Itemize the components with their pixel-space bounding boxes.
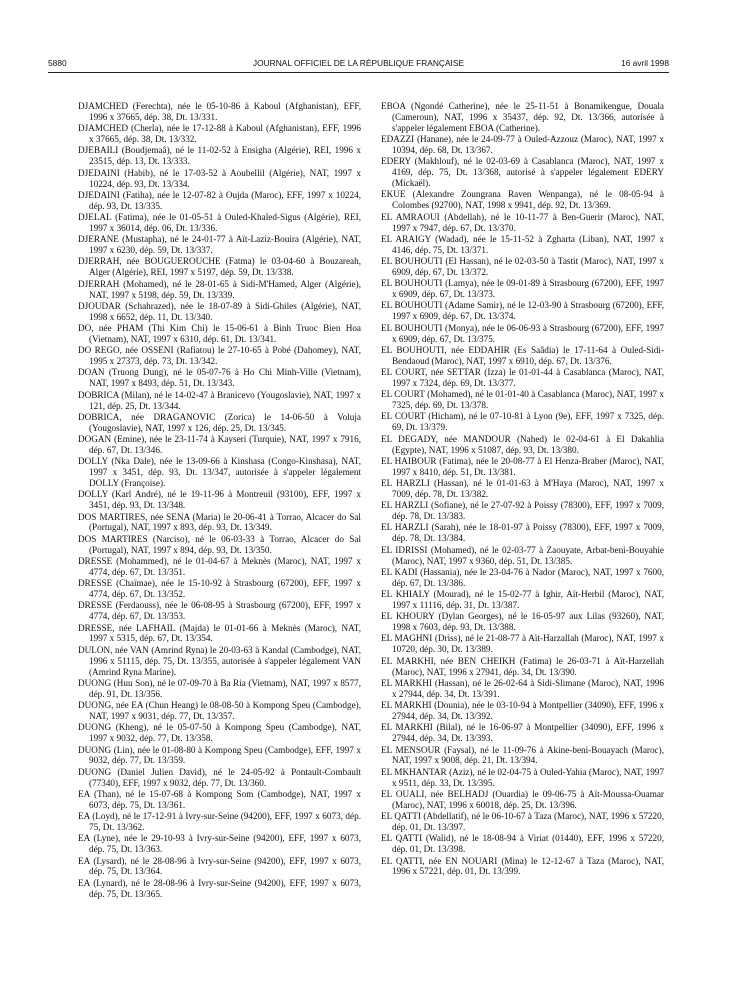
naturalization-entry: EA (Than), né le 15-07-68 à Kompong Som (Cambodge), NAT, 1997 x 6073, dép. 75, Dt. 13/361. <box>78 788 361 810</box>
naturalization-entry: EA (Lyne), née le 29-10-93 à Ivry-sur-Seine (94200), EFF, 1997 x 6073, dép. 75, Dt. 13/363. <box>78 833 361 855</box>
naturalization-entry: DOS MARTIRES (Narciso), né le 06-03-33 à Torrao, Alcacer do Sal (Portugal), NAT, 1997 x 894, dép. 93, Dt. 13/350. <box>78 533 361 555</box>
naturalization-entry: DRESSE (Chaïmae), née le 15-10-92 à Strasbourg (67200), EFF, 1997 x 4774, dép. 67, Dt. 13/352. <box>78 578 361 600</box>
naturalization-entry: DUONG (Huu Son), né le 07-09-70 à Ba Ria (Vietnam), NAT, 1997 x 8577, dép. 91, Dt. 13/356. <box>78 677 361 699</box>
naturalization-entry: EL COURT (Mohamed), né le 01-01-40 à Casablanca (Maroc), NAT, 1997 x 7325, dép. 69, Dt. 13/378. <box>381 389 664 411</box>
naturalization-entry: DJAMCHED (Ferechta), née le 05-10-86 à Kaboul (Afghanistan), EFF, 1996 x 37665, dép. 38, Dt. 13/331. <box>78 101 361 122</box>
naturalization-entry: EL HAIBOUR (Fatima), née le 20-08-77 à El Henza-Braber (Maroc), NAT, 1997 x 8410, dép. 51, Dt. 13/381. <box>381 455 664 477</box>
naturalization-entry: EL QATTI (Abdellatif), né le 06-10-67 à Taza (Maroc), NAT, 1996 x 57220, dép. 01, Dt. 13/397. <box>381 811 664 833</box>
naturalization-entry: DJERRAH (Mohamed), né le 28-01-65 à Sidi-M'Hamed, Alger (Algérie), NAT, 1997 x 5198, dép. 59, Dt. 13/339. <box>78 278 361 300</box>
naturalization-entry: DUONG, née EA (Chun Heang) le 08-08-50 à Kompong Speu (Cambodge), NAT, 1997 x 9031, dép. 77, Dt. 13/357. <box>78 700 361 721</box>
naturalization-entry: EL KADI (Hassania), née le 23-04-76 à Nador (Maroc), NAT, 1997 x 7600, dép. 67, Dt. 13/386. <box>381 566 664 588</box>
journal-title: JOURNAL OFFICIEL DE LA RÉPUBLIQUE FRANÇAISE <box>252 58 465 68</box>
naturalization-entry: EL AMRAOUI (Abdellah), né le 10-11-77 à Ben-Guerir (Maroc), NAT, 1997 x 7947, dép. 67, Dt. 13/370. <box>381 211 664 233</box>
naturalization-entry: DJERANE (Mustapha), né le 24-01-77 à Aït-Laziz-Bouira (Algérie), NAT, 1997 x 6230, dép. 59, Dt. 13/337. <box>78 234 361 256</box>
naturalization-entry: EL DEGADY, née MANDOUR (Nahed) le 02-04-61 à El Dakahlia (Egypte), NAT, 1996 x 51087, dép. 93, Dt. 13/380. <box>381 433 664 455</box>
header-rule <box>48 72 669 73</box>
naturalization-entry: EL MARKHI (Dounia), née le 03-10-94 à Montpellier (34090), EFF, 1996 x 27944, dép. 34, Dt. 13/392. <box>381 700 664 721</box>
page-header <box>48 58 669 70</box>
naturalization-entry: EL BOUHOUTI (El Hassan), né le 02-03-50 à Tastit (Maroc), NAT, 1997 x 6909, dép. 67, Dt. 13/372. <box>381 256 664 277</box>
naturalization-entry: EL MENSOUR (Faysal), né le 11-09-76 à Akine-beni-Bouayach (Maroc), NAT, 1997 x 9008, dép. 21, Dt. 13/394. <box>381 744 664 766</box>
naturalization-entry: EDAZZI (Hanane), née le 24-09-77 à Ouled-Azzouz (Maroc), NAT, 1997 x 10394, dép. 68, Dt. 13/367. <box>381 134 664 156</box>
naturalization-entry: DUONG (Kheng), né le 05-07-50 à Kompong Speu (Cambodge), NAT, 1997 x 9032, dép. 77, Dt. 13/358. <box>78 722 361 744</box>
naturalization-entry: EL MKHANTAR (Aziz), né le 02-04-75 à Ouled-Yahia (Maroc), NAT, 1997 x 9511, dép. 33, Dt. 13/395. <box>381 766 664 788</box>
naturalization-entry: DJAMCHED (Cherla), née le 17-12-88 à Kaboul (Afghanistan), EFF, 1996 x 37665, dép. 38, Dt. 13/332. <box>78 123 361 145</box>
naturalization-entry: EL MARKHI (Hassan), né le 26-02-64 à Sidi-Slimane (Maroc), NAT, 1996 x 27944, dép. 34, Dt. 13/391. <box>381 677 664 699</box>
naturalization-entry: EL MARKHI, née BEN CHEIKH (Fatima) le 26-03-71 à Aït-Harzellah (Maroc), NAT, 1996 x 27941, dép. 34, Dt. 13/390. <box>381 655 664 677</box>
naturalization-entry: EBOA (Ngondé Catherine), née le 25-11-51 à Bonamikengue, Douala (Cameroun), NAT, 1996 x 35437, dép. 92, Dt. 13/366, autorisée à s'appeler légalement EBOA (Catherine). <box>381 101 664 133</box>
naturalization-entry: EL IDRISSI (Mohamed), né le 02-03-77 à Zaouyate, Arbat-beni-Bouyahie (Maroc), NAT, 1997 x 9360, dép. 51, Dt. 13/385. <box>381 544 664 566</box>
naturalization-entry: EL MAGHNI (Driss), né le 21-08-77 à Aït-Harzallah (Maroc), NAT, 1997 x 10720, dép. 30, Dt. 13/389. <box>381 633 664 655</box>
naturalization-entry: DO, née PHAM (Thi Kim Chi) le 15-06-61 à Binh Truoc Bien Hoa (Vietnam), NAT, 1997 x 6310, dép. 61, Dt. 13/341. <box>78 323 361 344</box>
naturalization-entry: EL KHIALY (Mourad), né le 15-02-77 à Ighir, Aït-Herbil (Maroc), NAT, 1997 x 11116, dép. 31, Dt. 13/387. <box>381 589 664 610</box>
naturalization-entry: EL ARAIGY (Wadad), née le 15-11-52 à Zgharta (Liban), NAT, 1997 x 4146, dép. 75, Dt. 13/371. <box>381 233 664 255</box>
naturalization-entry: DOBRICA, née DRAGANOVIC (Zorica) le 14-06-50 à Voluja (Yougoslavie), NAT, 1997 x 126, dép. 25, Dt. 13/345. <box>78 411 361 433</box>
naturalization-entry: EL HARZLI (Sofiane), né le 27-07-92 à Poissy (78300), EFF, 1997 x 7009, dép. 78, Dt. 13/383. <box>381 500 664 522</box>
naturalization-entry: EL QATTI (Walid), né le 18-08-94 à Viriat (01440), EFF, 1996 x 57220, dép. 01, Dt. 13/398. <box>381 833 664 855</box>
naturalization-entry: EA (Lynard), né le 28-08-96 à Ivry-sur-Seine (94200), EFF, 1997 x 6073, dép. 75, Dt. 13/365. <box>78 877 361 899</box>
left-column <box>78 101 361 981</box>
naturalization-entry: DJERRAH, née BOUGUEROUCHE (Fatma) le 03-04-60 à Bouzareah, Alger (Algérie), REI, 1997 x 5197, dép. 59, Dt. 13/338. <box>78 256 361 278</box>
naturalization-entry: EL HARZLI (Hassan), né le 01-01-63 à M'Haya (Maroc), NAT, 1997 x 7009, dép. 78, Dt. 13/382. <box>381 478 664 499</box>
page-number: 5880 <box>48 58 67 68</box>
naturalization-entry: EA (Lysard), né le 28-08-96 à Ivry-sur-Seine (94200), EFF, 1997 x 6073, dép. 75, Dt. 13/364. <box>78 855 361 877</box>
naturalization-entry: EL COURT (Hicham), né le 07-10-81 à Lyon (9e), EFF, 1997 x 7325, dép. 69, Dt. 13/379. <box>381 411 664 433</box>
naturalization-entry: EL BOUHOUTI, née EDDAHIR (Es Saâdia) le 17-11-64 à Ouled-Sidi-Bendaoud (Maroc), NAT, 1997 x 6910, dép. 67, Dt. 13/376. <box>381 344 664 366</box>
naturalization-entry: DOLLY (Karl André), né le 19-11-96 à Montreuil (93100), EFF, 1997 x 3451, dép. 93, Dt. 13/348. <box>78 489 361 511</box>
naturalization-entry: EL OUALI, née BELHADJ (Ouardia) le 09-06-75 à Aït-Moussa-Ouamar (Maroc), NAT, 1996 x 60018, dép. 25, Dt. 13/396. <box>381 788 664 810</box>
naturalization-entry: EDERY (Makhlouf), né le 02-03-69 à Casablanca (Maroc), NAT, 1997 x 4169, dép. 75, Dt. 13/368, autorisé à s'appeler légalement EDERY (Mickaël). <box>381 156 664 189</box>
naturalization-entry: EL BOUHOUTI (Adame Samir), né le 12-03-90 à Strasbourg (67200), EFF, 1997 x 6909, dép. 67, Dt. 13/374. <box>381 300 664 322</box>
naturalization-entry: EL MARKHI (Bilal), né le 16-06-97 à Montpellier (34090), EFF, 1996 x 27944, dép. 34, Dt. 13/393. <box>381 722 664 744</box>
naturalization-entry: EL QATTI, née EN NOUARI (Mina) le 12-12-67 à Taza (Maroc), NAT, 1996 x 57221, dép. 01, Dt. 13/399. <box>381 855 664 877</box>
naturalization-entry: EKUE (Alexandre Zoungrana Raven Wenpanga), né le 08-05-94 à Colombes (92700), NAT, 1998 x 9941, dép. 92, Dt. 13/369. <box>381 189 664 211</box>
naturalization-entry: DRESSE (Ferdaouss), née le 06-08-95 à Strasbourg (67200), EFF, 1997 x 4774, dép. 67, Dt. 13/353. <box>78 600 361 622</box>
naturalization-entry: EL HARZLI (Sarah), née le 18-01-97 à Poissy (78300), EFF, 1997 x 7009, dép. 78, Dt. 13/384. <box>381 522 664 544</box>
naturalization-entry: DJEDAINI (Fatiha), née le 12-07-82 à Oujda (Maroc), EFF, 1997 x 10224, dép. 93, Dt. 13/335. <box>78 189 361 211</box>
naturalization-entry: DOBRICA (Milan), né le 14-02-47 à Branicevo (Yougoslavie), NAT, 1997 x 121, dép. 25, Dt. 13/344. <box>78 389 361 411</box>
naturalization-entry: DOLLY (Nka Dale), née le 13-09-66 à Kinshasa (Congo-Kinshasa), NAT, 1997 x 3451, dép. 93, Dt. 13/347, autorisée à s'appeler légalement DOLLY (Françoise). <box>78 456 361 489</box>
naturalization-entry: EL KHOURY (Dylan Georges), né le 16-05-97 aux Lilas (93260), NAT, 1998 x 7603, dép. 93, Dt. 13/388. <box>381 611 664 633</box>
naturalization-entry: DUONG (Lin), née le 01-08-80 à Kompong Speu (Cambodge), EFF, 1997 x 9032, dép. 77, Dt. 13/359. <box>78 744 361 766</box>
naturalization-entry: EL COURT, née SETTAR (Izza) le 01-01-44 à Casablanca (Maroc), NAT, 1997 x 7324, dép. 69, Dt. 13/377. <box>381 367 664 388</box>
naturalization-entry: DUONG (Daniel Julien David), né le 24-05-92 à Pontault-Combault (77340), EFF, 1997 x 9032, dép. 77, Dt. 13/360. <box>78 766 361 788</box>
naturalization-entry: EA (Loyd), né le 17-12-91 à Ivry-sur-Seine (94200), EFF, 1997 x 6073, dép. 75, Dt. 13/362. <box>78 811 361 833</box>
naturalization-entry: DO REGO, née OSSENI (Rafiatou) le 27-10-65 à Pobé (Dahomey), NAT, 1995 x 27373, dép. 73, Dt. 13/342. <box>78 345 361 367</box>
naturalization-entry: DOAN (Truong Dung), né le 05-07-76 à Ho Chi Minh-Ville (Vietnam), NAT, 1997 x 8493, dép. 51, Dt. 13/343. <box>78 367 361 389</box>
naturalization-entry: DOS MARTIRES, née SENA (Maria) le 20-06-41 à Torrao, Alcacer do Sal (Portugal), NAT, 1997 x 893, dép. 93, Dt. 13/349. <box>78 511 361 533</box>
naturalization-entry: DRESSE (Mohammed), né le 01-04-67 à Meknès (Maroc), NAT, 1997 x 4774, dép. 67, Dt. 13/351. <box>78 555 361 577</box>
naturalization-entry: DJOUDAR (Schahrazed), née le 18-07-89 à Sidi-Ghiles (Algérie), NAT, 1998 x 6652, dép. 11, Dt. 13/340. <box>78 300 361 322</box>
naturalization-entry: DULON, née VAN (Amrind Ryna) le 20-03-63 à Kandal (Cambodge), NAT, 1996 x 51115, dép. 75, Dt. 13/355, autorisée à s'appeler légalement VAN (Amrind Ryna Marine). <box>78 644 361 677</box>
right-column <box>381 101 664 981</box>
naturalization-entry: DOGAN (Emine), née le 23-11-74 à Kayseri (Turquie), NAT, 1997 x 7916, dép. 67, Dt. 13/346. <box>78 434 361 455</box>
naturalization-entry: DJELAL (Fatima), née le 01-05-51 à Ouled-Khaled-Sigus (Algérie), REI, 1997 x 36014, dép. 06, Dt. 13/336. <box>78 212 361 233</box>
naturalization-entry: EL BOUHOUTI (Monya), née le 06-06-93 à Strasbourg (67200), EFF, 1997 x 6909, dép. 67, Dt. 13/375. <box>381 322 664 344</box>
naturalization-entry: DJEDAINI (Habib), né le 17-03-52 à Aoubellil (Algérie), NAT, 1997 x 10224, dép. 93, Dt. 13/334. <box>78 167 361 189</box>
naturalization-entry: DJEBAILI (Boudjemaâ), né le 11-02-52 à Ensigha (Algérie), REI, 1996 x 23515, dép. 13, Dt. 13/333. <box>78 145 361 167</box>
issue-date: 16 avril 1998 <box>621 58 669 68</box>
naturalization-entry: EL BOUHOUTI (Lamya), née le 09-01-89 à Strasbourg (67200), EFF, 1997 x 6909, dép. 67, Dt. 13/373. <box>381 278 664 300</box>
naturalization-entry: DRESSE, née LAFHAIL (Majda) le 01-01-66 à Meknès (Maroc), NAT, 1997 x 5315, dép. 67, Dt. 13/354. <box>78 622 361 644</box>
